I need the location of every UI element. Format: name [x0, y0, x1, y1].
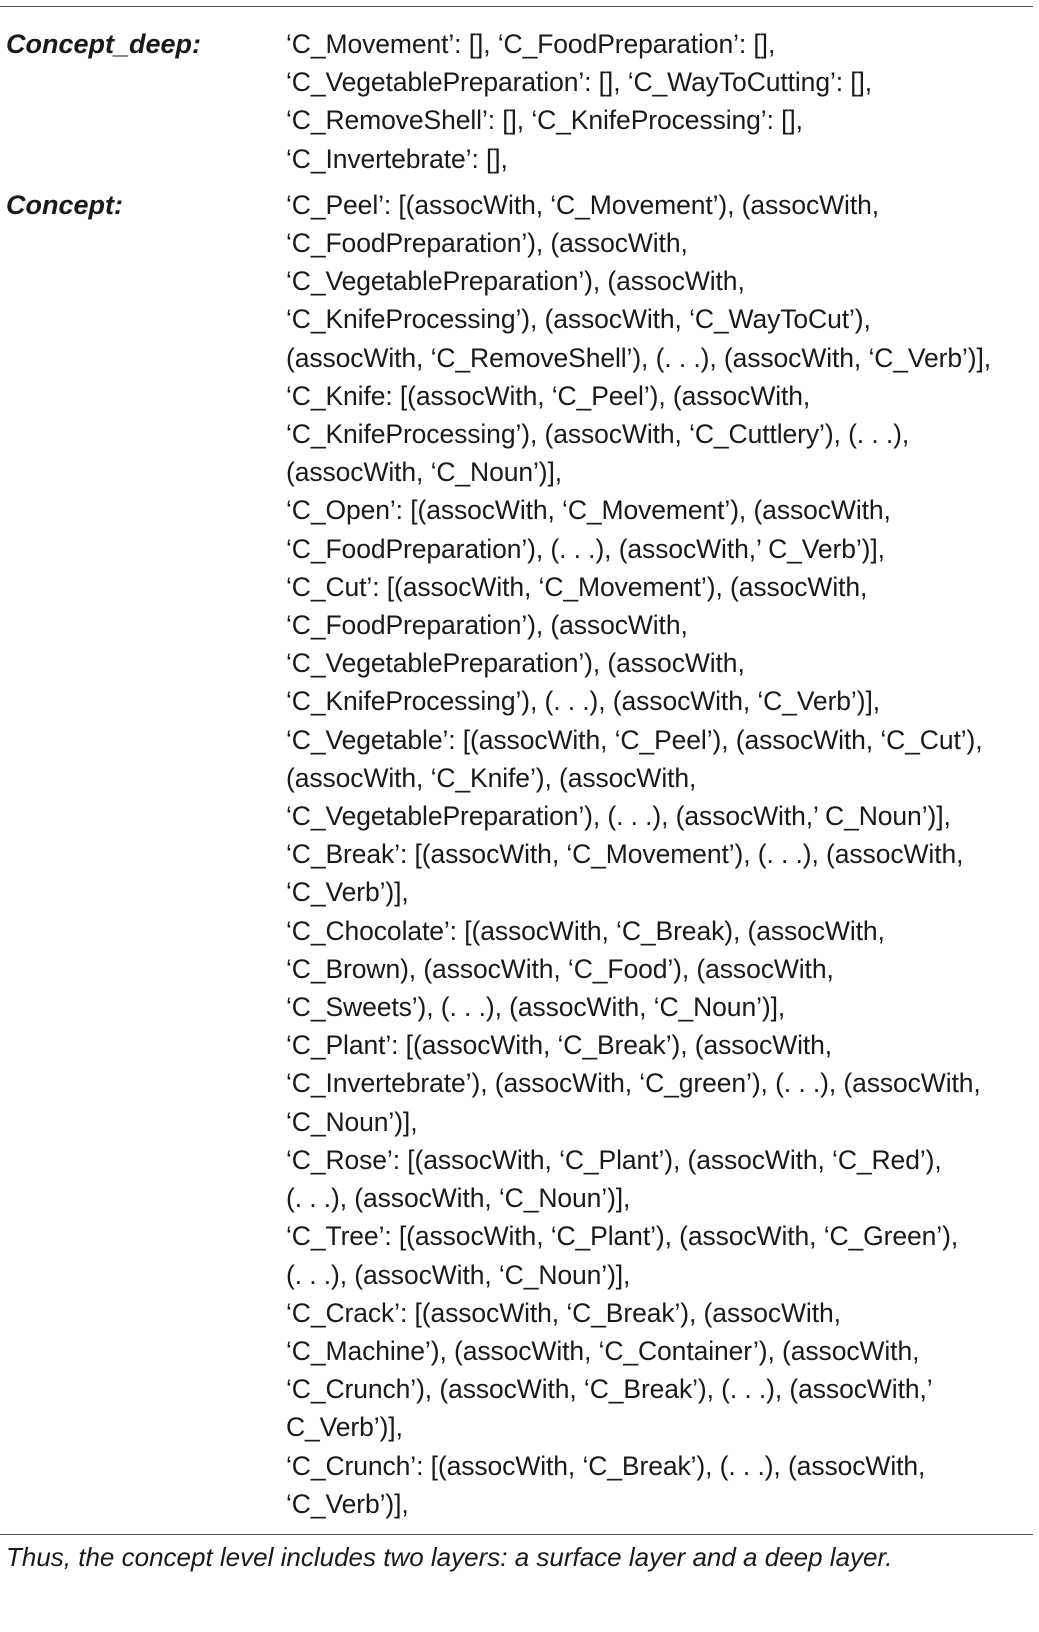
content-line: ‘C_VegetablePreparation’), (assocWith,: [286, 648, 745, 679]
content-line: ‘C_Noun’)],: [286, 1106, 418, 1137]
content-line: ‘C_KnifeProcessing’), (. . .), (assocWith, ‘C_Verb’)],: [286, 686, 880, 717]
content-line: ‘C_Rose’: [(assocWith, ‘C_Plant’), (assocWith, ‘C_Red’),: [286, 1144, 942, 1175]
content-line: ‘C_Verb’)],: [286, 1488, 409, 1519]
content-line: (. . .), (assocWith, ‘C_Noun’)],: [286, 1183, 631, 1214]
content-line: ‘C_Machine’), (assocWith, ‘C_Container’), (assocWith,: [286, 1335, 920, 1366]
content-line: C_Verb’)],: [286, 1412, 403, 1443]
content-line: ‘C_FoodPreparation’), (assocWith,: [286, 228, 688, 259]
content-line: ‘C_Vegetable’: [(assocWith, ‘C_Peel’), (assocWith, ‘C_Cut’),: [286, 724, 983, 755]
row-content: [286, 25, 1033, 178]
table-row-concept-deep: [0, 25, 1033, 178]
concept-table: [0, 6, 1033, 1575]
content-line: ‘C_Crunch’), (assocWith, ‘C_Break’), (. . .), (assocWith,’: [286, 1374, 933, 1405]
content-line: ‘C_Plant’: [(assocWith, ‘C_Break’), (assocWith,: [286, 1030, 833, 1061]
content-line: ‘C_VegetablePreparation’), (assocWith,: [286, 266, 745, 297]
table-row-concept: [0, 186, 1033, 1523]
content-line: ‘C_Tree’: [(assocWith, ‘C_Plant’), (assocWith, ‘C_Green’),: [286, 1221, 959, 1252]
bottom-rule: [0, 1534, 1033, 1535]
content-line: ‘C_VegetablePreparation’), (. . .), (assocWith,’ C_Noun’)],: [286, 801, 951, 832]
content-line: ‘C_Crack’: [(assocWith, ‘C_Break’), (assocWith,: [286, 1297, 841, 1328]
content-line: ‘C_Invertebrate’), (assocWith, ‘C_green’), (. . .), (assocWith,: [286, 1068, 981, 1099]
row-label: Concept_deep:: [6, 29, 202, 59]
content-line: (assocWith, ‘C_RemoveShell’), (. . .), (assocWith, ‘C_Verb’)],: [286, 342, 992, 373]
content-line: ‘C_Movement’: [], ‘C_FoodPreparation’: [],: [286, 29, 776, 59]
content-line: ‘C_Chocolate’: [(assocWith, ‘C_Break), (assocWith,: [286, 915, 885, 946]
row-label: Concept:: [6, 189, 123, 220]
content-line: ‘C_VegetablePreparation’: [], ‘C_WayToCutting’: [],: [286, 67, 873, 98]
content-line: ‘C_Verb’)],: [286, 877, 409, 908]
content-line: (assocWith, ‘C_Noun’)],: [286, 457, 563, 488]
content-line: ‘C_Open’: [(assocWith, ‘C_Movement’), (assocWith,: [286, 495, 891, 526]
content-line: ‘C_Crunch’: [(assocWith, ‘C_Break’), (. . .), (assocWith,: [286, 1450, 926, 1481]
content-line: (. . .), (assocWith, ‘C_Noun’)],: [286, 1259, 631, 1290]
content-line: ‘C_Invertebrate’: [],: [286, 143, 508, 174]
content-line: ‘C_Break’: [(assocWith, ‘C_Movement’), (. . .), (assocWith,: [286, 839, 964, 870]
content-line: ‘C_Knife: [(assocWith, ‘C_Peel’), (assocWith,: [286, 380, 811, 411]
top-rule: [0, 6, 1033, 7]
content-line: ‘C_Sweets’), (. . .), (assocWith, ‘C_Noun’)],: [286, 992, 786, 1023]
content-line: ‘C_Cut’: [(assocWith, ‘C_Movement’), (assocWith,: [286, 571, 868, 602]
content-line: ‘C_Brown), (assocWith, ‘C_Food’), (assocWith,: [286, 953, 834, 984]
content-line: ‘C_KnifeProcessing’), (assocWith, ‘C_Cuttlery’), (. . .),: [286, 419, 910, 450]
content-line: ‘C_Peel’: [(assocWith, ‘C_Movement’), (assocWith,: [286, 189, 879, 220]
content-line: ‘C_FoodPreparation’), (. . .), (assocWith,’ C_Verb’)],: [286, 533, 885, 564]
content-line: ‘C_KnifeProcessing’), (assocWith, ‘C_WayToCut’),: [286, 304, 871, 335]
table-footnote: Thus, the concept level includes two layers: a surface layer and a deep layer.: [6, 1541, 893, 1572]
content-line: ‘C_FoodPreparation’), (assocWith,: [286, 610, 688, 641]
row-content: [286, 186, 1033, 1523]
content-line: ‘C_RemoveShell’: [], ‘C_KnifeProcessing’: [],: [286, 105, 803, 136]
content-line: (assocWith, ‘C_Knife’), (assocWith,: [286, 762, 697, 793]
